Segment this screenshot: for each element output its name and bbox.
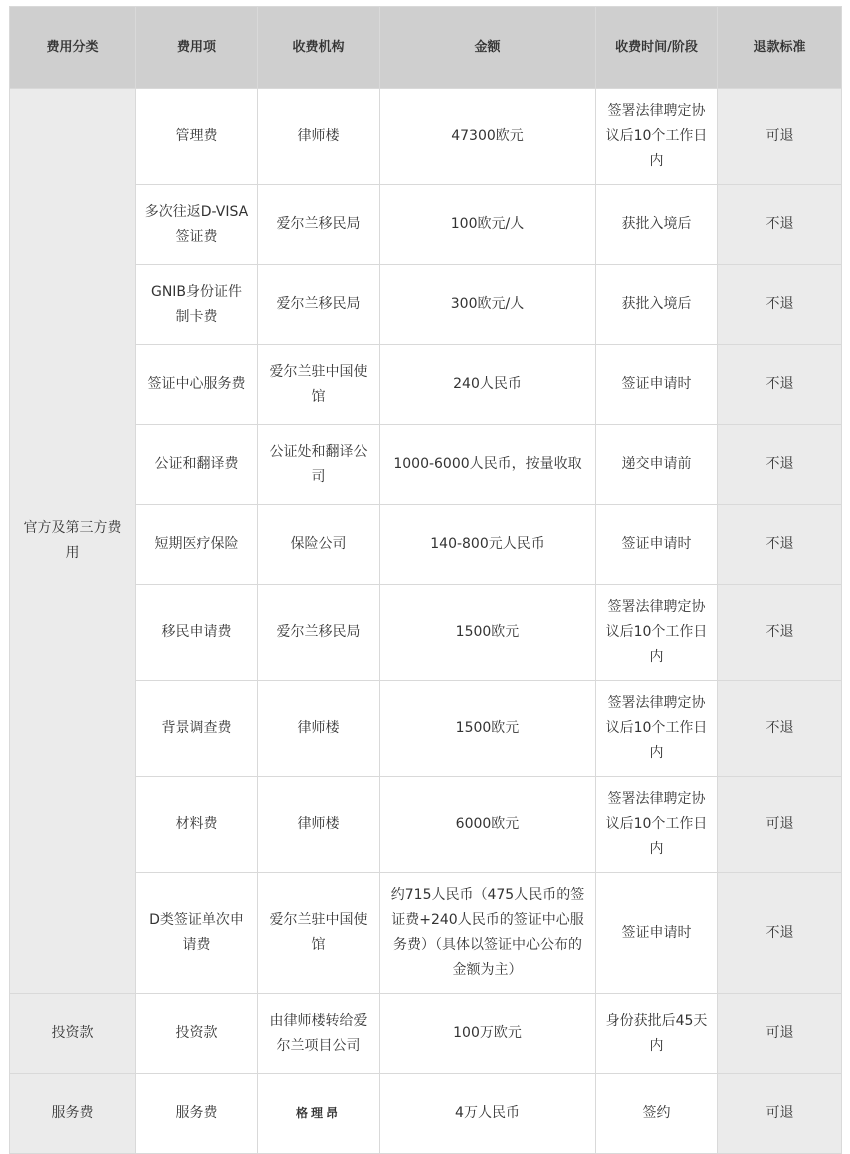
timing-cell: 签约: [596, 1074, 718, 1154]
timing-cell: 递交申请前: [596, 425, 718, 505]
amount-cell: 100欧元/人: [380, 185, 596, 265]
agency-cell: 爱尔兰驻中国使馆: [258, 873, 380, 994]
item-cell: 移民申请费: [136, 585, 258, 681]
agency-cell: 爱尔兰移民局: [258, 585, 380, 681]
agency-cell: 爱尔兰移民局: [258, 265, 380, 345]
refund-cell: 不退: [718, 425, 842, 505]
agency-cell: 爱尔兰驻中国使馆: [258, 345, 380, 425]
item-cell: 公证和翻译费: [136, 425, 258, 505]
agency-cell: 爱尔兰移民局: [258, 185, 380, 265]
timing-cell: 签署法律聘定协议后10个工作日内: [596, 681, 718, 777]
item-cell: 背景调查费: [136, 681, 258, 777]
refund-cell: 不退: [718, 681, 842, 777]
agency-cell: 格理昂: [258, 1074, 380, 1154]
refund-cell: 不退: [718, 265, 842, 345]
refund-cell: 可退: [718, 777, 842, 873]
refund-cell: 可退: [718, 1074, 842, 1154]
item-cell: D类签证单次申请费: [136, 873, 258, 994]
fee-table: [9, 6, 842, 1154]
amount-cell: 4万人民币: [380, 1074, 596, 1154]
refund-cell: 不退: [718, 873, 842, 994]
timing-cell: 身份获批后45天内: [596, 994, 718, 1074]
amount-cell: 47300欧元: [380, 89, 596, 185]
agency-cell: 律师楼: [258, 89, 380, 185]
header-timing: 收费时间/阶段: [596, 7, 718, 89]
header-item: 费用项: [136, 7, 258, 89]
category-cell: 投资款: [10, 994, 136, 1074]
amount-cell: 1500欧元: [380, 585, 596, 681]
item-cell: 管理费: [136, 89, 258, 185]
category-cell: 服务费: [10, 1074, 136, 1154]
category-cell: 官方及第三方费用: [10, 89, 136, 994]
refund-cell: 不退: [718, 505, 842, 585]
header-agency: 收费机构: [258, 7, 380, 89]
item-cell: GNIB身份证件制卡费: [136, 265, 258, 345]
refund-cell: 不退: [718, 585, 842, 681]
amount-cell: 100万欧元: [380, 994, 596, 1074]
amount-cell: 140-800元人民币: [380, 505, 596, 585]
item-cell: 多次往返D-VISA签证费: [136, 185, 258, 265]
header-refund: 退款标准: [718, 7, 842, 89]
amount-cell: 约715人民币（475人民币的签证费+240人民币的签证中心服务费）（具体以签证中心公布的金额为主）: [380, 873, 596, 994]
agency-cell: 保险公司: [258, 505, 380, 585]
timing-cell: 获批入境后: [596, 265, 718, 345]
header-category: 费用分类: [10, 7, 136, 89]
amount-cell: 1500欧元: [380, 681, 596, 777]
table-row: [10, 89, 842, 185]
amount-cell: 240人民币: [380, 345, 596, 425]
amount-cell: 6000欧元: [380, 777, 596, 873]
timing-cell: 获批入境后: [596, 185, 718, 265]
timing-cell: 签证申请时: [596, 873, 718, 994]
table-row: [10, 1074, 842, 1154]
refund-cell: 不退: [718, 345, 842, 425]
header-amount: 金额: [380, 7, 596, 89]
item-cell: 服务费: [136, 1074, 258, 1154]
table-header-row: [10, 7, 842, 89]
table-row: [10, 994, 842, 1074]
refund-cell: 可退: [718, 89, 842, 185]
timing-cell: 签署法律聘定协议后10个工作日内: [596, 585, 718, 681]
amount-cell: 300欧元/人: [380, 265, 596, 345]
item-cell: 投资款: [136, 994, 258, 1074]
agency-cell: 律师楼: [258, 681, 380, 777]
timing-cell: 签证申请时: [596, 345, 718, 425]
item-cell: 签证中心服务费: [136, 345, 258, 425]
item-cell: 短期医疗保险: [136, 505, 258, 585]
timing-cell: 签署法律聘定协议后10个工作日内: [596, 89, 718, 185]
agency-cell: 由律师楼转给爱尔兰项目公司: [258, 994, 380, 1074]
timing-cell: 签证申请时: [596, 505, 718, 585]
refund-cell: 不退: [718, 185, 842, 265]
timing-cell: 签署法律聘定协议后10个工作日内: [596, 777, 718, 873]
item-cell: 材料费: [136, 777, 258, 873]
refund-cell: 可退: [718, 994, 842, 1074]
agency-cell: 律师楼: [258, 777, 380, 873]
agency-cell: 公证处和翻译公司: [258, 425, 380, 505]
amount-cell: 1000-6000人民币，按量收取: [380, 425, 596, 505]
